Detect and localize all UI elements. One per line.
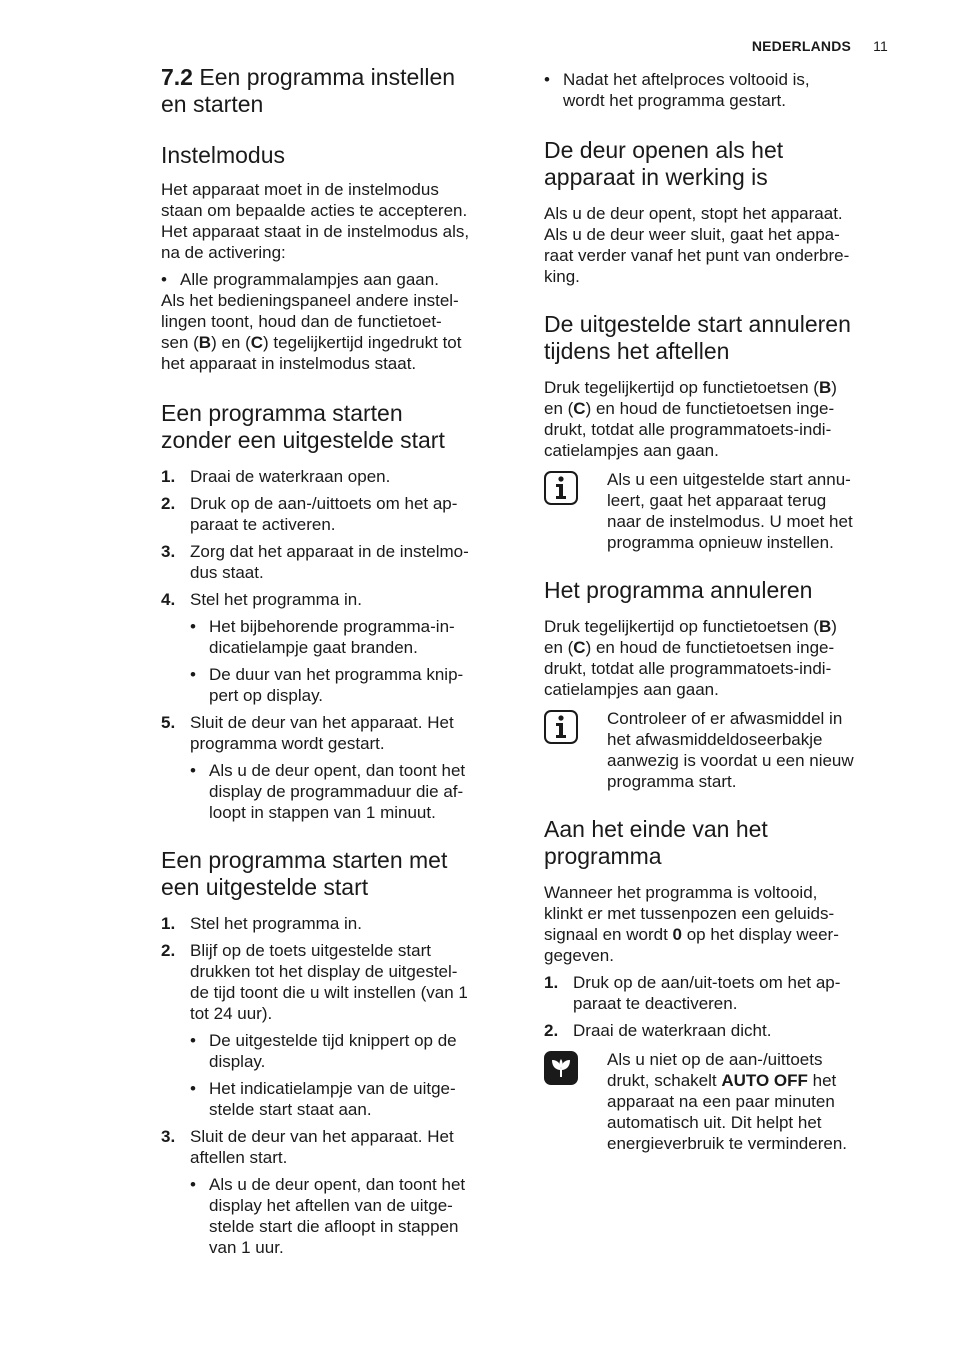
- bullet-text: Het indicatielampje van de uitge- stelde start staat aan.: [209, 1079, 456, 1119]
- uitgestelde-start-annuleren-heading: De uitgestelde start annuleren tijdens het aftellen: [544, 311, 851, 364]
- bullet-dot: •: [544, 70, 550, 89]
- info-note: [544, 469, 892, 553]
- key-c: C: [573, 399, 586, 418]
- programma-annuleren-text: [544, 616, 892, 700]
- deur-openen-heading: De deur openen als het apparaat in werking is: [544, 137, 784, 190]
- step-text: Stel het programma in.: [190, 914, 362, 933]
- bullet-dot: •: [190, 1079, 196, 1098]
- step-number: 5.: [161, 713, 176, 732]
- deur-openen-text: Als u de deur opent, stopt het apparaat. Als u de deur weer sluit, gaat het appa- raat verder vanaf het punt van onderbre- king.: [544, 204, 850, 286]
- step-number: 1.: [161, 467, 176, 486]
- key-c: C: [250, 333, 264, 352]
- right-column: [544, 69, 892, 1160]
- step-number: 4.: [161, 590, 176, 609]
- bullet-dot: •: [190, 1031, 196, 1050]
- step-text: Blijf op de toets uitgestelde start drukken tot het display de uitgestel- de tijd toont die u wilt instellen (van 1 tot 24 uur).: [190, 941, 468, 1023]
- met-steps: [161, 913, 513, 1258]
- info-note: [544, 708, 892, 792]
- step-text: Stel het programma in.: [190, 590, 362, 609]
- list-item: [161, 493, 513, 535]
- zonder-steps: [161, 466, 513, 823]
- header-language: NEDERLANDS: [751, 38, 852, 54]
- instruction-text: ) en (: [544, 378, 837, 418]
- list-item: [161, 1126, 513, 1168]
- instelmodus-heading: Instelmodus: [161, 142, 286, 168]
- step-text: Draai de waterkraan open.: [190, 467, 391, 486]
- key-c: C: [573, 638, 586, 657]
- info-icon: [544, 710, 578, 744]
- bullet-dot: •: [190, 617, 196, 636]
- list-item: [161, 466, 513, 487]
- sub-bullet: [190, 760, 513, 823]
- key-b: B: [198, 333, 212, 352]
- bullet-dot: •: [190, 761, 196, 780]
- list-item: [161, 712, 513, 754]
- list-item: [544, 972, 892, 1014]
- einde-programma-heading: Aan het einde van het programma: [544, 816, 768, 869]
- step-text: Zorg dat het apparaat in de instelmo- dus staat.: [190, 542, 469, 582]
- auto-off-label: AUTO OFF: [721, 1071, 808, 1090]
- bullet-dot: •: [190, 1175, 196, 1194]
- note-text: Als u niet op de aan-/uittoets drukt, schakelt: [607, 1050, 823, 1090]
- sub-bullet: [190, 616, 513, 658]
- list-item: [161, 913, 513, 934]
- info-note-text: Controleer of er afwasmiddel in het afwasmiddeldoseerbakje aanwezig is voordat u een nieuw programma start.: [607, 709, 854, 791]
- instruction-text: ) en houd de functietoetsen inge- drukt, totdat alle programmatoets-indi- catielampjes aan gaan.: [544, 399, 835, 460]
- info-icon: [544, 471, 578, 505]
- einde-programma-text: [544, 882, 892, 966]
- page-header: [752, 38, 888, 54]
- bullet-text: Als u de deur opent, dan toont het display de programmaduur die af- loopt in stappen van 1 minuut.: [209, 761, 466, 822]
- instruction-text: ) tegelijkertijd ingedrukt tot het apparaat in instelmodus staat.: [161, 333, 462, 373]
- bullet-text: Als u de deur opent, dan toont het display het aftellen van de uitge- stelde start die afloopt in stappen van 1 uur.: [209, 1175, 466, 1257]
- bullet-dot: •: [190, 665, 196, 684]
- step-number: 1.: [161, 914, 176, 933]
- display-zero: 0: [672, 925, 682, 944]
- step-text: Druk op de aan-/uittoets om het ap- paraat te activeren.: [190, 494, 458, 534]
- instruction-text: ) en houd de functietoetsen inge- drukt, totdat alle programmatoets-indi- catielampjes aan gaan.: [544, 638, 835, 699]
- instruction-text: ) en (: [211, 333, 251, 352]
- sub-bullet: [190, 1174, 513, 1258]
- zonder-uitgestelde-start-heading: Een programma starten zonder een uitgestelde start: [161, 400, 445, 453]
- instruction-text: Druk tegelijkertijd op functietoetsen (: [544, 378, 819, 397]
- list-item: [161, 940, 513, 1024]
- eco-note: [544, 1049, 892, 1154]
- info-note-text: Als u een uitgestelde start annu- leert, gaat het apparaat terug naar de instelmodus. U moet het programma opnieuw instellen.: [607, 470, 853, 552]
- aftel-bullet: [544, 69, 892, 111]
- note-text: het apparaat na een paar minuten automatisch uit. Dit helpt het energieverbruik te verminderen.: [607, 1071, 848, 1153]
- step-number: 2.: [161, 941, 176, 960]
- section-title: Een programma instellen en starten: [161, 64, 456, 117]
- programma-annuleren-heading: Het programma annuleren: [544, 577, 813, 603]
- bullet-text: De duur van het programma knip- pert op display.: [209, 665, 464, 705]
- step-number: 3.: [161, 1127, 176, 1146]
- step-text: Draai de waterkraan dicht.: [573, 1021, 772, 1040]
- instruction-text: ) en (: [544, 617, 837, 657]
- met-uitgestelde-start-heading: Een programma starten met een uitgestelde start: [161, 847, 448, 900]
- section-number: 7.2: [161, 64, 193, 90]
- bullet-text: Nadat het aftelproces voltooid is, wordt het programma gestart.: [563, 70, 810, 110]
- bullet-text: Alle programmalampjes aan gaan.: [180, 270, 439, 289]
- bullet-text: Het bijbehorende programma-in- dicatielampje gaat branden.: [209, 617, 455, 657]
- list-item: [161, 541, 513, 583]
- sub-bullet: [190, 1030, 513, 1072]
- list-item: [544, 1020, 892, 1041]
- sub-bullet: [190, 1078, 513, 1120]
- instruction-text: Wanneer het programma is voltooid, klinkt er met tussenpozen een geluids- signaal en wordt: [544, 883, 835, 944]
- key-b: B: [818, 378, 832, 397]
- section-heading: [161, 64, 513, 118]
- page-number: 11: [873, 38, 888, 54]
- instruction-text: op het display weer- gegeven.: [544, 925, 839, 965]
- step-number: 2.: [161, 494, 176, 513]
- bullet-text: De uitgestelde tijd knippert op de display.: [209, 1031, 457, 1071]
- instelmodus-intro: Het apparaat moet in de instelmodus staan om bepaalde acties te accepteren. Het apparaat staat in de instelmodus als, na de activering:: [161, 180, 470, 262]
- bullet-dot: •: [161, 270, 167, 289]
- step-number: 2.: [544, 1021, 559, 1040]
- key-b: B: [818, 617, 832, 636]
- step-text: Sluit de deur van het apparaat. Het programma wordt gestart.: [190, 713, 454, 753]
- instelmodus-instruction: [161, 290, 513, 374]
- uitgestelde-start-annuleren-text: [544, 377, 892, 461]
- step-text: Sluit de deur van het apparaat. Het aftellen start.: [190, 1127, 454, 1167]
- instruction-text: Als het bedieningspaneel andere instel- lingen toont, houd dan de functietoet- sen (: [161, 291, 459, 352]
- step-text: Druk op de aan/uit-toets om het ap- paraat te deactiveren.: [573, 973, 841, 1013]
- eco-note-text: [607, 1049, 847, 1154]
- instelmodus-bullet: [161, 269, 513, 290]
- left-column: [161, 64, 513, 1264]
- step-number: 1.: [544, 973, 559, 992]
- step-number: 3.: [161, 542, 176, 561]
- sub-bullet: [190, 664, 513, 706]
- list-item: [161, 589, 513, 610]
- eco-leaf-icon: [544, 1051, 578, 1085]
- instruction-text: Druk tegelijkertijd op functietoetsen (: [544, 617, 819, 636]
